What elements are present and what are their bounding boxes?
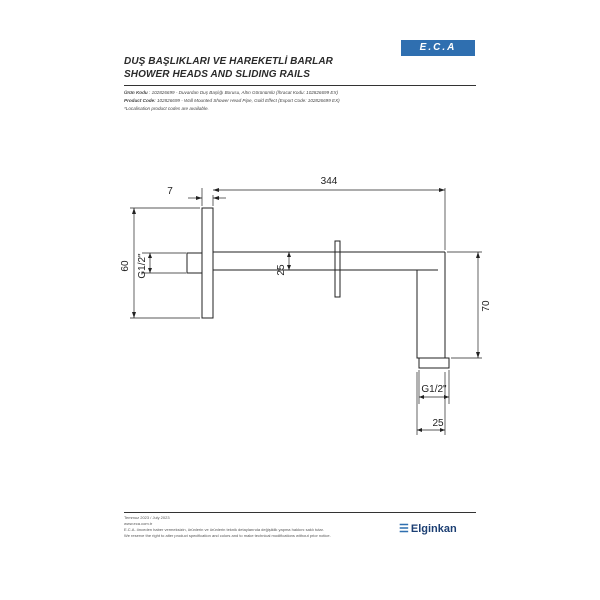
footer-disclaimer-tr: E.C.A. önceden haber vermeksizin, ürünlerin ve ürünlerin teknik detaylarında değişiklik yapma hakkını saklı tutar. bbox=[124, 527, 324, 532]
thread-connector-bottom bbox=[419, 358, 449, 368]
document-title-en: SHOWER HEADS AND SLIDING RAILS bbox=[124, 69, 310, 80]
footer-website[interactable]: www.eca.com.tr bbox=[124, 521, 153, 526]
document-title-tr: DUŞ BAŞLIKLARI VE HAREKETLİ BARLAR bbox=[124, 56, 333, 67]
footer-divider bbox=[124, 512, 476, 513]
pipe-collar bbox=[335, 241, 340, 297]
dimension-label-thread-bottom: G1/2" bbox=[421, 384, 447, 395]
elginkan-brand-text: Elginkan bbox=[410, 523, 457, 535]
eca-logo: E.C.A bbox=[401, 40, 475, 56]
dimension-label-344: 344 bbox=[320, 176, 338, 187]
dimension-label-25-bottom: 25 bbox=[432, 418, 444, 429]
product-code-label-tr: Ürün Kodu bbox=[124, 90, 148, 95]
product-code-label-en: Product Code: bbox=[124, 98, 156, 103]
elbow-vertical-outline bbox=[417, 252, 445, 358]
footer-disclaimer-en: We reserve the right to alter product specification and colors and to make technical modifications without prior notice. bbox=[124, 533, 331, 538]
footer-date: Temmuz 2023 / July 2023 bbox=[124, 515, 170, 520]
dimension-label-70: 70 bbox=[481, 300, 492, 312]
dimension-label-thread-left: G1/2" bbox=[137, 253, 148, 279]
dimension-label-25-pipe: 25 bbox=[276, 264, 287, 276]
product-code-value-tr: : 102826699 - Duvardan Duş Başlığı Borusu, Altın Görünümlü (İhracat Kodu: 102826699 EX) bbox=[149, 90, 339, 95]
product-code-value-en: 102826699 - Wall Mounted Shower Head Pipe, Gold Effect (Export Code: 102826699 EX) bbox=[156, 98, 340, 103]
dimension-label-7: 7 bbox=[167, 186, 173, 197]
elginkan-e-icon: ☰ bbox=[399, 523, 409, 535]
localisation-note: *Localisation product codes are available. bbox=[124, 106, 209, 111]
elginkan-logo bbox=[399, 522, 457, 535]
dimension-label-60: 60 bbox=[120, 260, 131, 272]
wall-flange bbox=[202, 208, 213, 318]
thread-connector-left bbox=[187, 253, 202, 273]
